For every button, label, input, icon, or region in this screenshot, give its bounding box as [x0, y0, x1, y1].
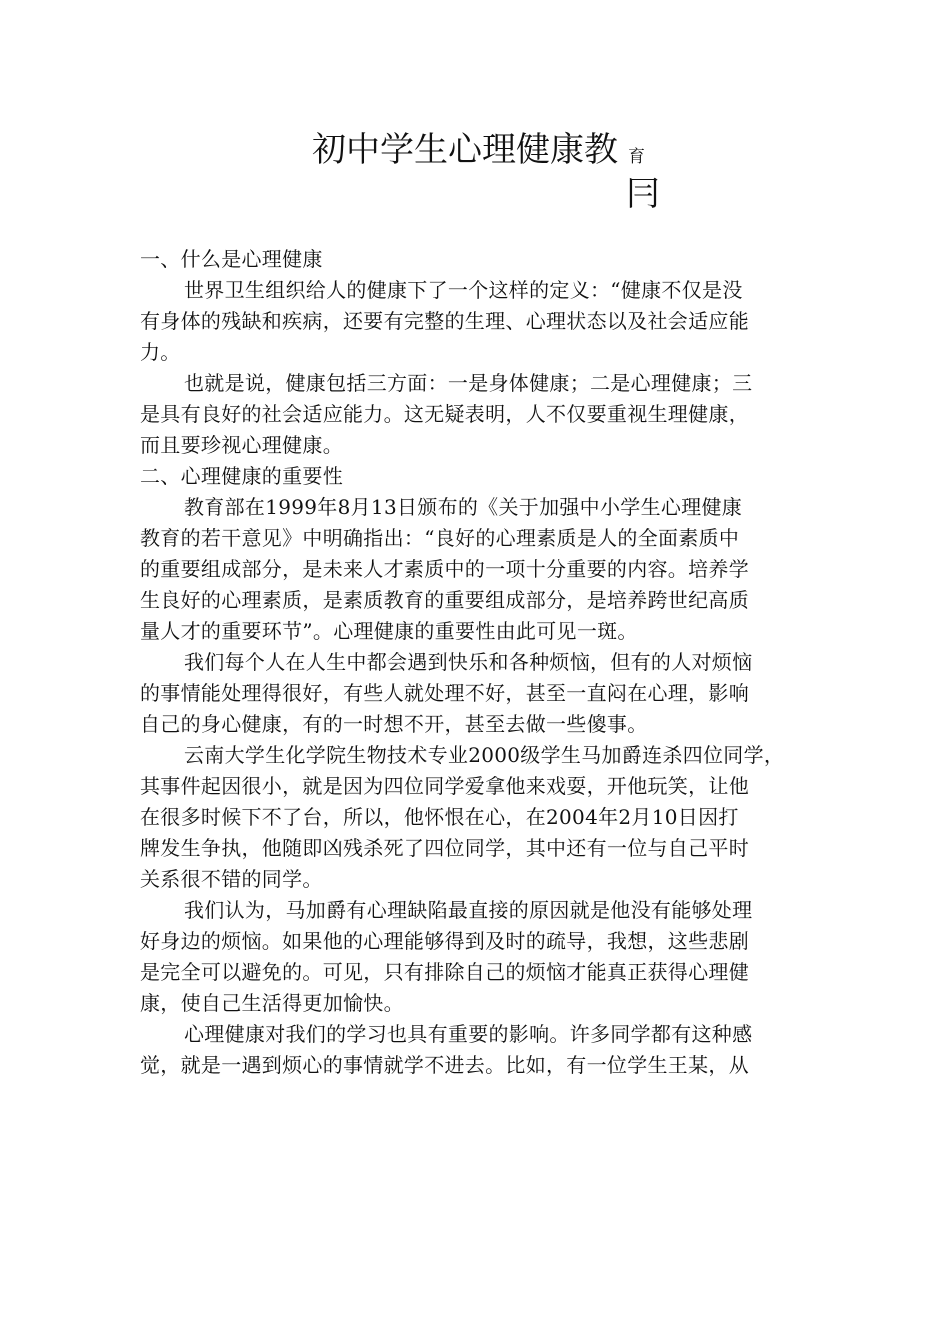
heading-text: 二、心理健康的重要性: [140, 464, 343, 488]
paragraph-line: 牌发生争执，他随即凶残杀死了四位同学，其中还有一位与自己平时: [140, 836, 749, 860]
paragraph: [140, 1019, 840, 1081]
paragraph-line: 其事件起因很小，就是因为四位同学爱拿他来戏耍，开他玩笑，让他: [140, 774, 749, 798]
document-title-glyph: 冃: [626, 174, 660, 214]
paragraph-line: 在很多时候下不了台，所以，他怀恨在心，在2004年2月10日因打: [140, 805, 739, 829]
paragraph: [140, 647, 840, 740]
paragraph-line: 教育部在1999年8月13日颁布的《关于加强中小学生心理健康: [184, 495, 743, 519]
paragraph: [140, 275, 840, 368]
paragraph-line: 的事情能处理得很好，有些人就处理不好，甚至一直闷在心理，影响: [140, 681, 749, 705]
paragraph: [140, 492, 840, 647]
paragraph-line: 世界卫生组织给人的健康下了一个这样的定义：“健康不仅是没: [184, 278, 743, 302]
paragraph: [140, 895, 840, 1019]
paragraph-line: 我们每个人在人生中都会遇到快乐和各种烦恼，但有的人对烦恼: [184, 650, 753, 674]
paragraph-line: 教育的若干意见》中明确指出：“良好的心理素质是人的全面素质中: [140, 526, 740, 550]
paragraph-line: 关系很不错的同学。: [140, 867, 323, 891]
paragraph-line: 心理健康对我们的学习也具有重要的影响。许多同学都有这种感: [184, 1022, 753, 1046]
paragraph-line: 也就是说，健康包括三方面：一是身体健康；二是心理健康；三: [184, 371, 753, 395]
paragraph-line: 康，使自己生活得更加愉快。: [140, 991, 404, 1015]
paragraph-line: 生良好的心理素质，是素质教育的重要组成部分，是培养跨世纪高质: [140, 588, 749, 612]
document-title: 初中学生心理健康教: [312, 130, 618, 170]
paragraph-line: 我们认为，马加爵有心理缺陷最直接的原因就是他没有能够处理: [184, 898, 753, 922]
paragraph: [140, 740, 840, 895]
document-body: [140, 244, 840, 1081]
heading-text: 一、什么是心理健康: [140, 247, 323, 271]
section-heading: [140, 461, 840, 492]
paragraph-line: 量人才的重要环节”。心理健康的重要性由此可见一斑。: [140, 619, 638, 643]
paragraph-line: 而且要珍视心理健康。: [140, 433, 343, 457]
paragraph-line: 是具有良好的社会适应能力。这无疑表明，人不仅要重视生理健康，: [140, 402, 749, 426]
paragraph: [140, 368, 840, 461]
paragraph-line: 觉，就是一遇到烦心的事情就学不进去。比如，有一位学生王某，从: [140, 1053, 749, 1077]
document-title-tail: 育: [628, 147, 645, 167]
section-heading: [140, 244, 840, 275]
paragraph-line: 好身边的烦恼。如果他的心理能够得到及时的疏导，我想，这些悲剧: [140, 929, 749, 953]
paragraph-line: 是完全可以避免的。可见，只有排除自己的烦恼才能真正获得心理健: [140, 960, 749, 984]
paragraph-line: 自己的身心健康，有的一时想不开，甚至去做一些傻事。: [140, 712, 648, 736]
paragraph-line: 力。: [140, 340, 181, 364]
paragraph-line: 有身体的残缺和疾病，还要有完整的生理、心理状态以及社会适应能: [140, 309, 749, 333]
paragraph-line: 云南大学生化学院生物技术专业2000级学生马加爵连杀四位同学，: [184, 743, 785, 767]
paragraph-line: 的重要组成部分，是未来人才素质中的一项十分重要的内容。培养学: [140, 557, 749, 581]
